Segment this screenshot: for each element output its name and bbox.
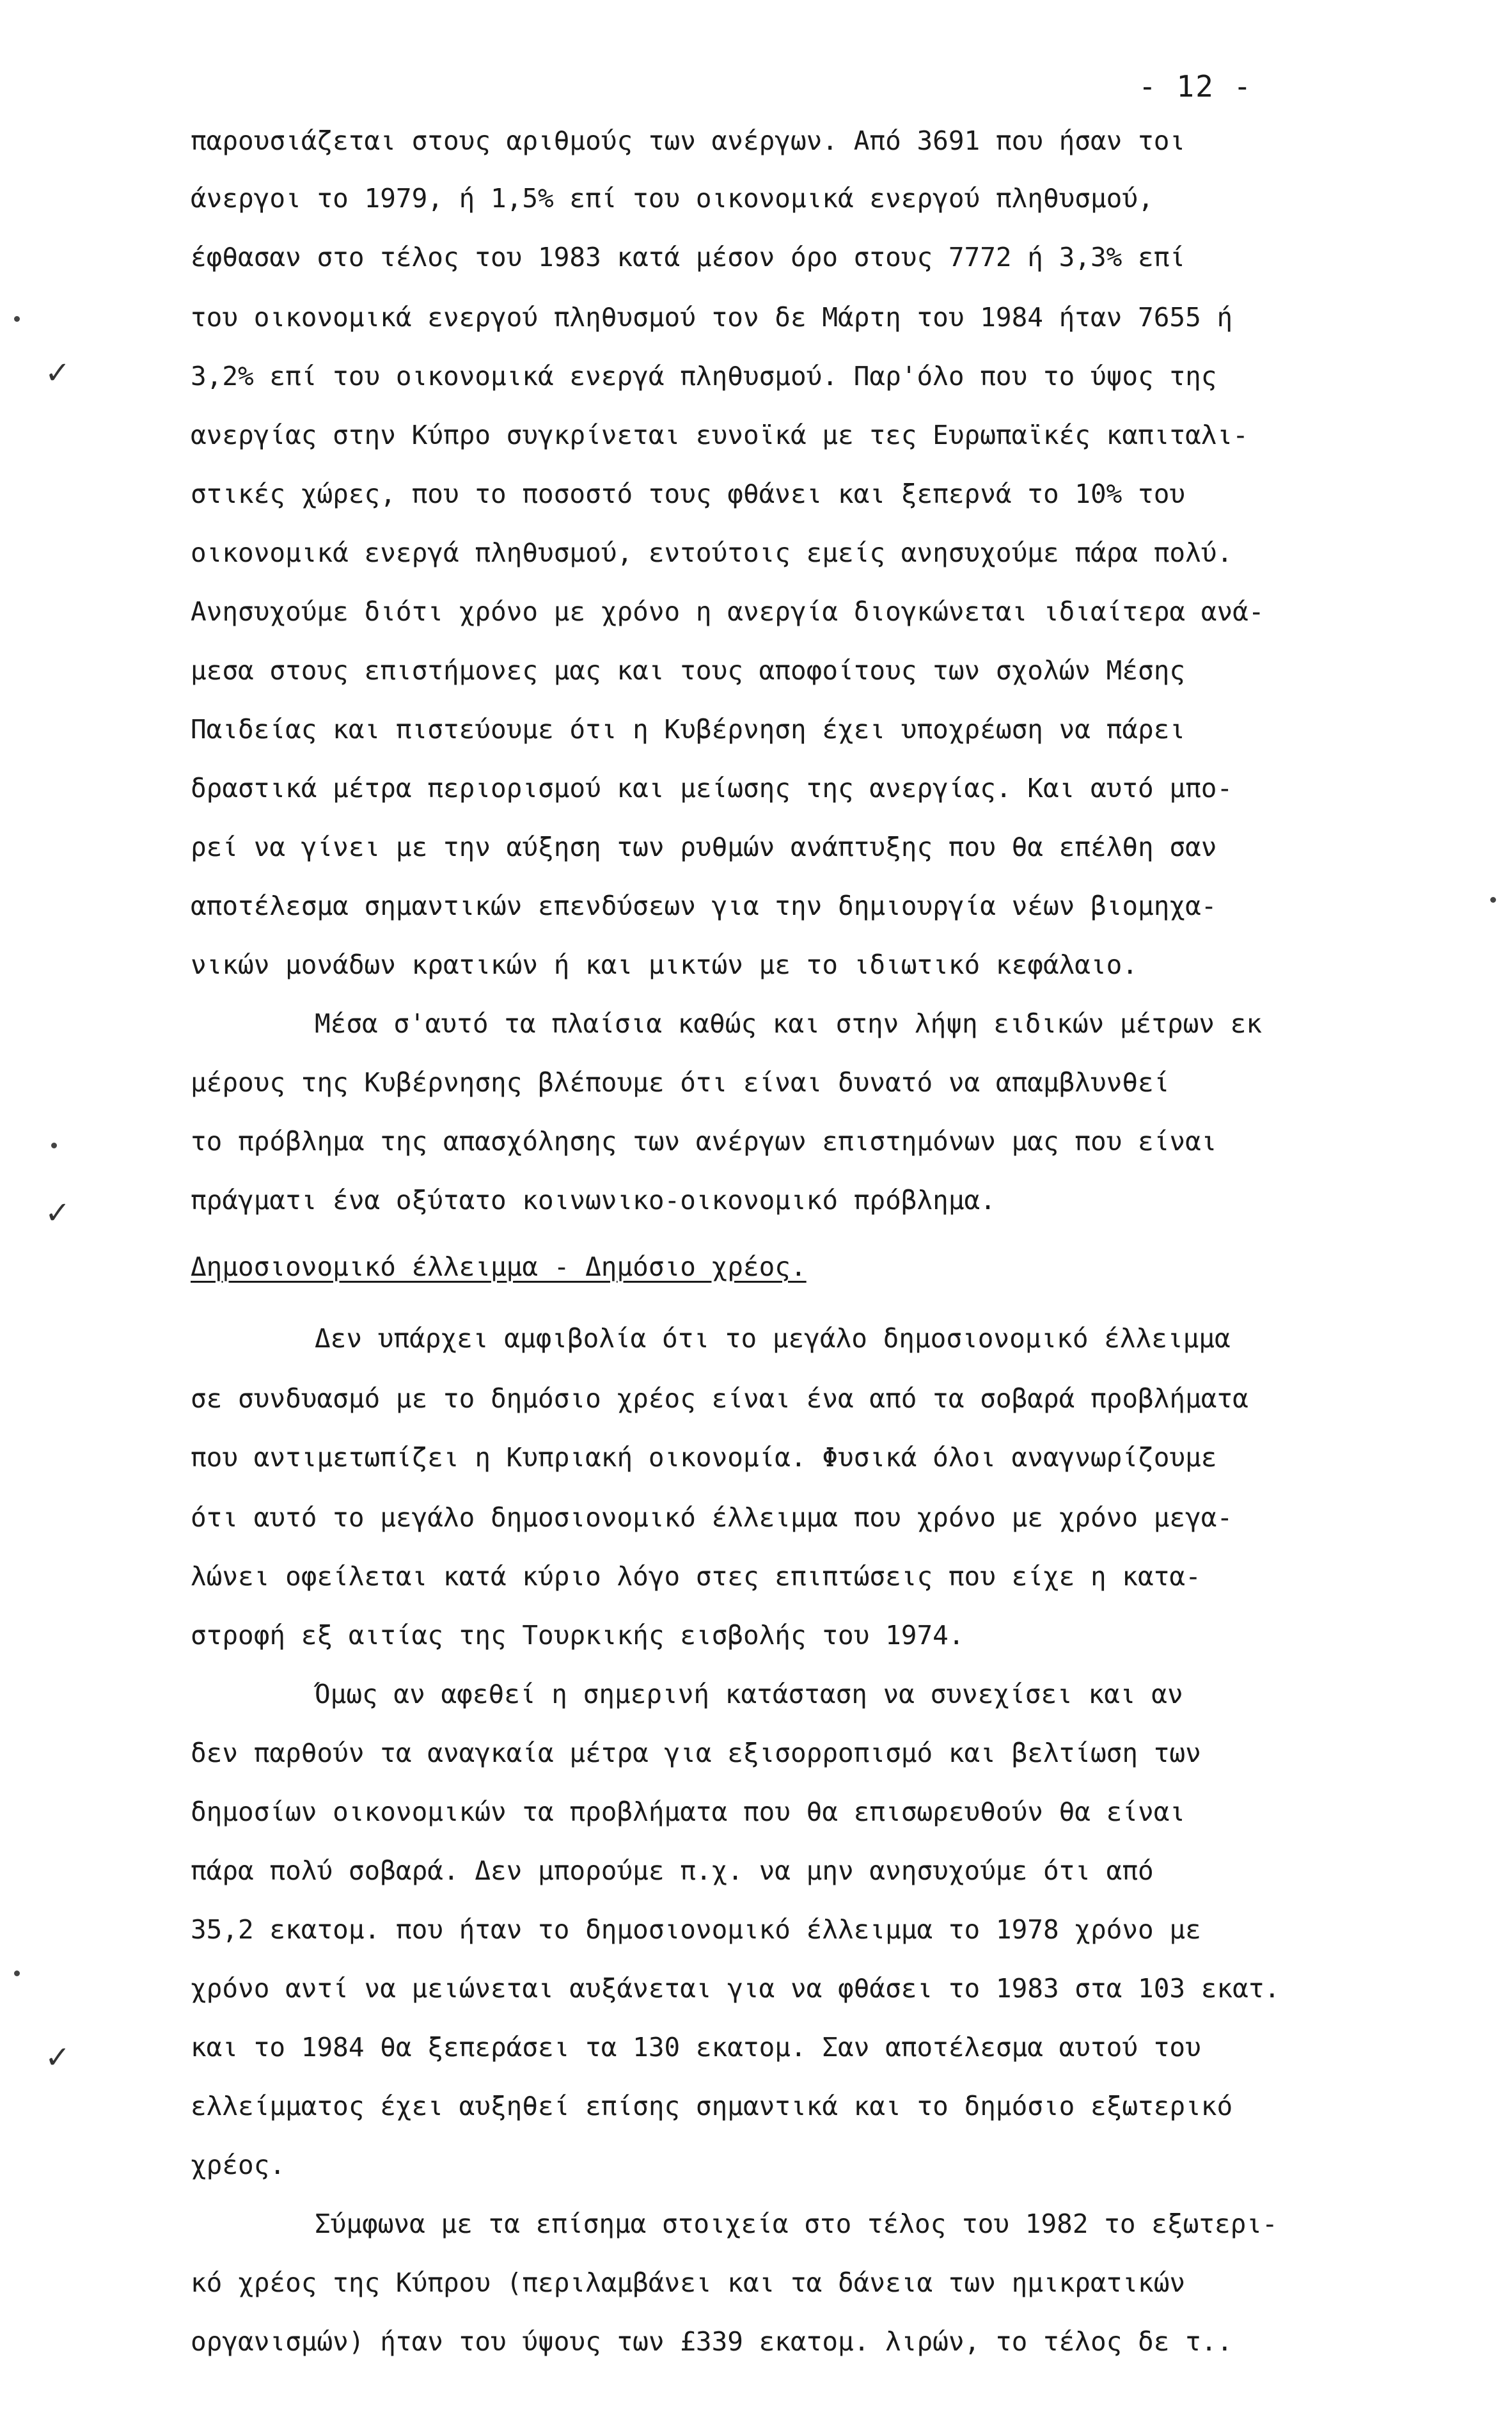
text-line: πάρα πολύ σοβαρά. Δεν μπορούμε π.χ. να μην ανησυχούμε ότι από bbox=[191, 1855, 1154, 1886]
margin-speck bbox=[1490, 897, 1496, 903]
text-line: δεν παρθούν τα αναγκαία μέτρα για εξισορροπισμό και βελτίωση των bbox=[191, 1738, 1201, 1768]
text-line: πράγματι ένα οξύτατο κοινωνικο-οικονομικό πρόβλημα. bbox=[191, 1185, 996, 1216]
text-line: Όμως αν αφεθεί η σημερινή κατάσταση να συνεχίσει και αν bbox=[315, 1679, 1183, 1709]
margin-check-mark: ✓ bbox=[45, 1195, 71, 1231]
margin-speck bbox=[51, 1143, 57, 1148]
text-line: και το 1984 θα ξεπεράσει τα 130 εκατομ. Σαν αποτέλεσμα αυτού του bbox=[191, 2032, 1201, 2063]
margin-check-mark: ✓ bbox=[45, 2040, 71, 2075]
text-line: νικών μονάδων κρατικών ή και μικτών με το ιδιωτικό κεφάλαιο. bbox=[191, 949, 1138, 980]
text-line: χρέος. bbox=[191, 2150, 286, 2180]
text-line: παρουσιάζεται στους αριθμούς των ανέργων. Από 3691 που ήσαν τοι bbox=[191, 125, 1186, 156]
text-line: Δεν υπάρχει αμφιβολία ότι το μεγάλο δημοσιονομικό έλλειμμα bbox=[315, 1323, 1231, 1354]
text-line: κό χρέος της Κύπρου (περιλαμβάνει και τα δάνεια των ημικρατικών bbox=[191, 2267, 1186, 2298]
section-heading: Δημοσιονομικό έλλειμμα - Δημόσιο χρέος. bbox=[191, 1251, 807, 1282]
margin-check-mark: ✓ bbox=[45, 355, 71, 391]
text-line: άνεργοι το 1979, ή 1,5% επί του οικονομικά ενεργού πληθυσμού, bbox=[191, 183, 1154, 214]
text-line: ότι αυτό το μεγάλο δημοσιονομικό έλλειμμα που χρόνο με χρόνο μεγα- bbox=[191, 1502, 1233, 1533]
text-line: που αντιμετωπίζει η Κυπριακή οικονομία. Φυσικά όλοι αναγνωρίζουμε bbox=[191, 1442, 1217, 1473]
page-number: - 12 - bbox=[1138, 69, 1253, 104]
text-line: του οικονομικά ενεργού πληθυσμού τον δε Μάρτη του 1984 ήταν 7655 ή bbox=[191, 302, 1233, 333]
margin-speck bbox=[14, 1970, 20, 1976]
text-line: δραστικά μέτρα περιορισμού και μείωσης της ανεργίας. Και αυτό μπο- bbox=[191, 773, 1233, 804]
text-line: ρεί να γίνει με την αύξηση των ρυθμών ανάπτυξης που θα επέλθη σαν bbox=[191, 832, 1217, 862]
text-line: λώνει οφείλεται κατά κύριο λόγο στες επιπτώσεις που είχε η κατα- bbox=[191, 1561, 1201, 1592]
text-line: οικονομικά ενεργά πληθυσμού, εντούτοις εμείς ανησυχούμε πάρα πολύ. bbox=[191, 537, 1233, 568]
text-line: έφθασαν στο τέλος του 1983 κατά μέσον όρο στους 7772 ή 3,3% επί bbox=[191, 242, 1186, 273]
text-line: 35,2 εκατομ. που ήταν το δημοσιονομικό έλλειμμα το 1978 χρόνο με bbox=[191, 1914, 1201, 1945]
text-line: Ανησυχούμε διότι χρόνο με χρόνο η ανεργία διογκώνεται ιδιαίτερα ανά- bbox=[191, 596, 1264, 627]
text-line: μεσα στους επιστήμονες μας και τους αποφοίτους των σχολών Μέσης bbox=[191, 655, 1186, 686]
text-line: σε συνδυασμό με το δημόσιο χρέος είναι ένα από τα σοβαρά προβλήματα bbox=[191, 1383, 1248, 1414]
text-line: μέρους της Κυβέρνησης βλέπουμε ότι είναι δυνατό να απαμβλυνθεί bbox=[191, 1067, 1170, 1098]
text-line: αποτέλεσμα σημαντικών επενδύσεων για την δημιουργία νέων βιομηχα- bbox=[191, 891, 1217, 921]
text-line: 3,2% επί του οικονομικά ενεργά πληθυσμού. Παρ'όλο που το ύψος της bbox=[191, 361, 1217, 392]
text-line: Μέσα σ'αυτό τα πλαίσια καθώς και στην λήψη ειδικών μέτρων εκ bbox=[315, 1008, 1263, 1039]
text-line: το πρόβλημα της απασχόλησης των ανέργων επιστημόνων μας που είναι bbox=[191, 1126, 1217, 1157]
text-line: Σύμφωνα με τα επίσημα στοιχεία στο τέλος του 1982 το εξωτερι- bbox=[315, 2208, 1278, 2239]
text-line: στροφή εξ αιτίας της Τουρκικής εισβολής του 1974. bbox=[191, 1620, 965, 1651]
text-line: χρόνο αντί να μειώνεται αυξάνεται για να φθάσει το 1983 στα 103 εκατ. bbox=[191, 1973, 1280, 2004]
text-line: στικές χώρες, που το ποσοστό τους φθάνει και ξεπερνά το 10% του bbox=[191, 479, 1186, 509]
text-line: ανεργίας στην Κύπρο συγκρίνεται ευνοϊκά με τες Ευρωπαϊκές καπιταλι- bbox=[191, 420, 1248, 450]
margin-speck bbox=[14, 316, 20, 322]
text-line: ελλείμματος έχει αυξηθεί επίσης σημαντικά και το δημόσιο εξωτερικό bbox=[191, 2091, 1233, 2121]
text-line: δημοσίων οικονομικών τα προβλήματα που θα επισωρευθούν θα είναι bbox=[191, 1796, 1186, 1827]
text-line: Παιδείας και πιστεύουμε ότι η Κυβέρνηση έχει υποχρέωση να πάρει bbox=[191, 714, 1186, 745]
text-line: οργανισμών) ήταν του ύψους των £339 εκατομ. λιρών, το τέλος δε τ.. bbox=[191, 2326, 1233, 2357]
